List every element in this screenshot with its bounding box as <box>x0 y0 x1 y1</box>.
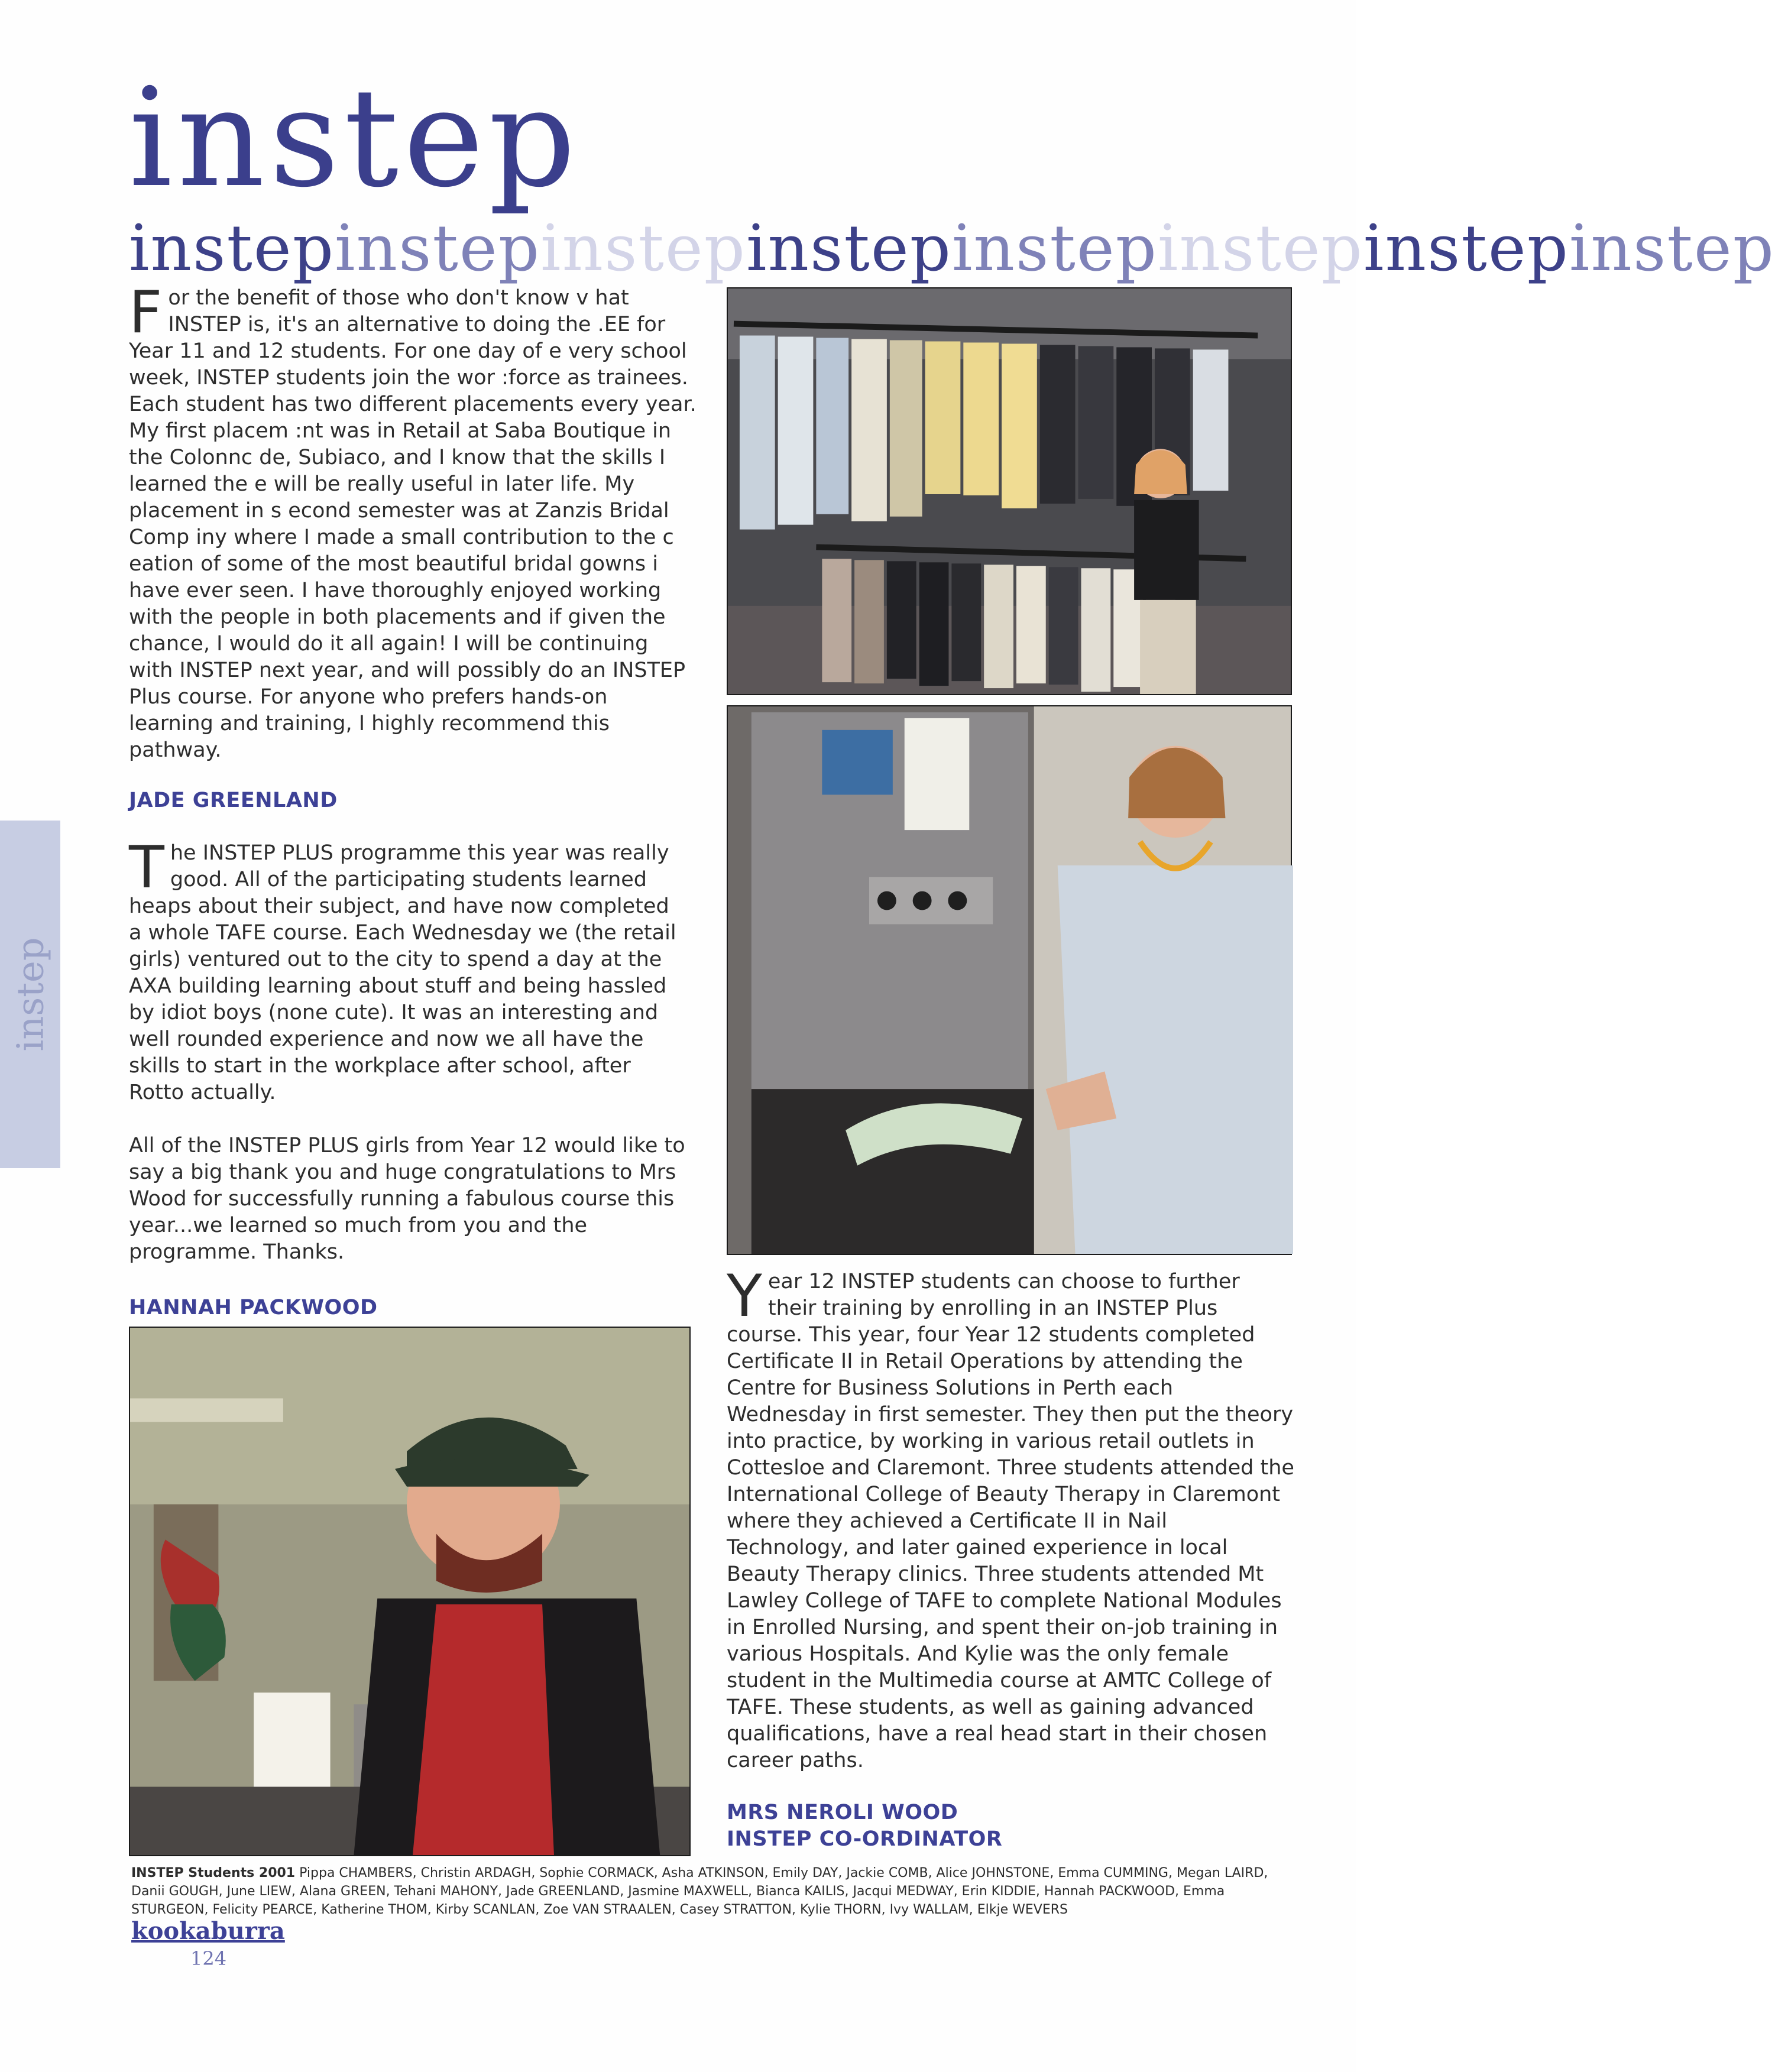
article-body: or the benefit of those who don't know v hat INSTEP is, it's an alternative to doing the .EE for Year 11 and 12 students. For one day of e very school week, INSTEP students join the wor :force as trainees. Each student has two different placements every year. My first placem :nt was in Retail at Saba Boutique in the Colonnc de, Subiaco, and I know that the skills I learned the e will be really useful in later life. My placement in s econd semester was at Zanzis Bridal Comp iny where I made a small contribution to the c eation of some of the most beautiful bridal gowns i have ever seen. I have thoroughly enjoyed working with the people in both placements and if given the chance, I would do it all again! I will be continuing with INSTEP next year, and will possibly do an INSTEP Plus course. For anyone who prefers hands-on learning and training, I highly recommend this pathway. <box>129 286 697 762</box>
students-caption <box>131 1864 1290 1919</box>
title-repeat-8: instep <box>1569 212 1775 286</box>
title-repeat-2: instep <box>334 212 540 286</box>
title-repeat-row <box>129 198 1775 286</box>
side-tab-label: instep <box>8 937 52 1052</box>
article-hannah <box>129 834 679 1106</box>
article-body: ear 12 INSTEP students can choose to further their training by enrolling in an INSTEP Plus course. This year, four Year 12 students completed Certificate II in Retail Operations by attending the Centre for Business Solutions in Perth each Wednesday in first semester. They then put the theory into practice, by working in various retail outlets in Cottesloe and Claremont. Three students attended the International College of Beauty Therapy in Claremont where they achieved a Certificate II in Nail Technology, and later gained experience in local Beauty Therapy clinics. Three students attended Mt Lawley College of TAFE to complete National Modules in Enrolled Nursing, and spent their on-job training in various Hospitals. And Kylie was the only female student in the Multimedia course at AMTC College of TAFE. These students, as well as gaining advanced qualifications, have a real head start in their chosen career paths. <box>727 1270 1294 1772</box>
title-repeat-6: instep <box>1157 212 1363 286</box>
drop-cap: T <box>129 834 164 902</box>
title-repeat-7: instep <box>1363 212 1569 286</box>
title-repeat-3: instep <box>540 212 746 286</box>
article-coordinator <box>727 1263 1294 1774</box>
drop-cap: F <box>129 279 163 346</box>
author-coordinator-name: MRS NEROLI WOOD <box>727 1801 958 1824</box>
page-title: instep <box>129 60 581 218</box>
article-body: he INSTEP PLUS programme this year was really good. All of the participating students learned heaps about their subject, and have now completed a whole TAFE course. Each Wednesday we (the retail girls) ventured out to the city to spend a day at the AXA building learning about stuff and being hassled by idiot boys (none cute). It was an interesting and well rounded experience and now we all have the skills to start in the workplace after school, after Rotto actually. <box>129 841 676 1104</box>
author-jade: JADE GREENLAND <box>129 789 338 812</box>
article-jade <box>129 279 697 764</box>
title-repeat-4: instep <box>746 212 952 286</box>
kitchen-photo <box>129 1327 691 1856</box>
nursing-photo <box>727 705 1292 1255</box>
drop-cap: Y <box>727 1263 762 1330</box>
caption-names: Pippa CHAMBERS, Christin ARDAGH, Sophie CORMACK, Asha ATKINSON, Emily DAY, Jackie COMB, Alice JOHNSTONE, Emma CUMMING, Megan LAIRD, Danii GOUGH, June LIEW, Alana GREEN, Tehani MAHONY, Jade GREENLAND, Jasmine MAXWELL, Bianca KAILIS, Jacqui MEDWAY, Erin KIDDIE, Hannah PACKWOOD, Emma STURGEON, Felicity PEARCE, Katherine THOM, Kirby SCANLAN, Zoe VAN STRAALEN, Casey STRATTON, Kylie THORN, Ivy WALLAM, Elkje WEVERS <box>131 1866 1268 1917</box>
caption-label: INSTEP Students 2001 <box>131 1866 296 1880</box>
boutique-photo <box>727 287 1292 695</box>
publication-name: kookaburra <box>131 1917 285 1945</box>
author-hannah: HANNAH PACKWOOD <box>129 1296 378 1319</box>
title-repeat-1: instep <box>129 212 335 286</box>
article-hannah-thanks: All of the INSTEP PLUS girls from Year 12 would like to say a big thank you and huge congratulations to Mrs Wood for successfully running a fabulous course this year...we learned so much from you and the programme. Thanks. <box>129 1134 685 1264</box>
title-repeat-5: instep <box>951 212 1158 286</box>
page-number: 124 <box>190 1947 227 1970</box>
author-coordinator-role: INSTEP CO-ORDINATOR <box>727 1827 1003 1851</box>
section-side-tab <box>0 821 60 1168</box>
